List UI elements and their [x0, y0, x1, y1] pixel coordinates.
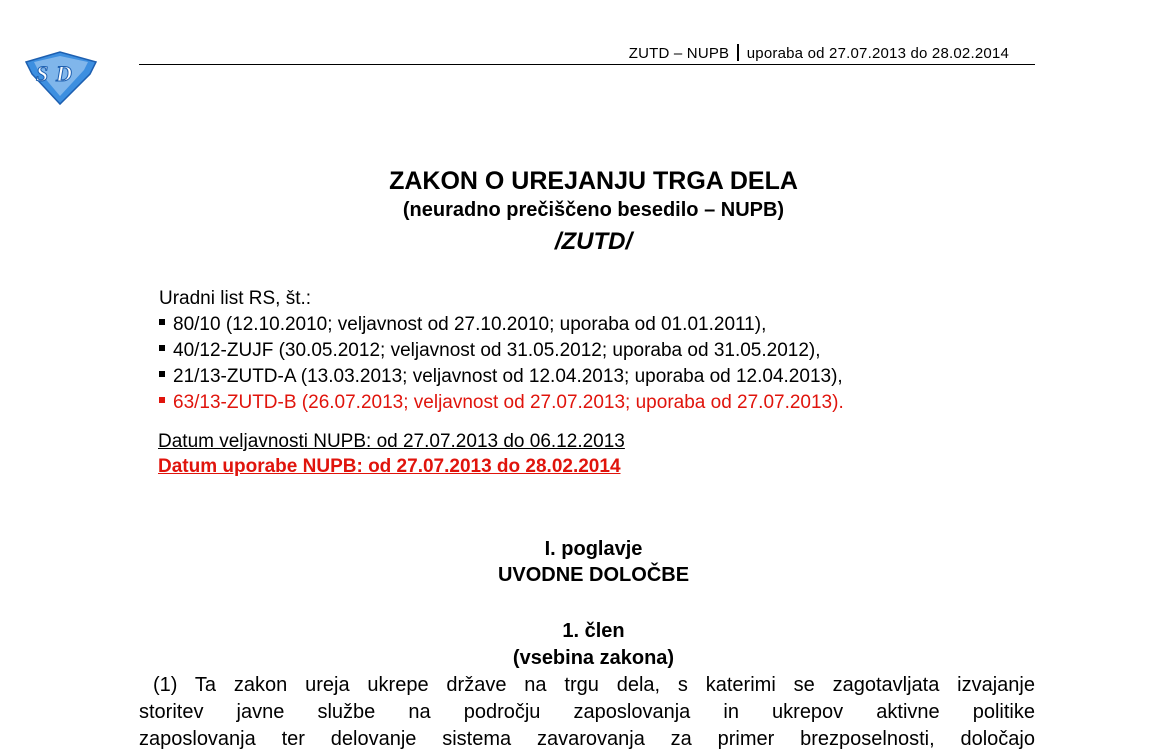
publication-item [159, 365, 844, 391]
bullet-icon [159, 397, 165, 403]
page-header [629, 44, 1009, 62]
document-title: ZAKON O UREJANJU TRGA DELA [389, 167, 798, 195]
validity-date: Datum veljavnosti NUPB: od 27.07.2013 do 06.12.2013 [158, 431, 625, 452]
header-rule [139, 64, 1035, 65]
article-line: zaposlovanja ter delovanje sistema zavarovanja za primer brezposelnosti, določajo [139, 728, 1035, 750]
publication-text: 63/13-ZUTD-B (26.07.2013; veljavnost od 27.07.2013; uporaba od 27.07.2013). [173, 392, 844, 413]
header-usage-period: uporaba od 27.07.2013 do 28.02.2014 [746, 45, 1009, 62]
svg-text:S: S [36, 61, 49, 86]
article-line: storitev javne službe na področju zaposlovanja in ukrepov aktivne politike [139, 701, 1035, 723]
publication-item [159, 339, 844, 365]
bullet-icon [159, 371, 165, 377]
publication-text: 40/12-ZUJF (30.05.2012; veljavnost od 31.05.2012; uporaba od 31.05.2012), [173, 340, 821, 361]
article-line: (1) Ta zakon ureja ukrepe države na trgu dela, s katerimi se zagotavljata izvajanje [153, 674, 1035, 696]
shield-logo-icon [22, 48, 98, 106]
chapter-title: UVODNE DOLOČBE [497, 564, 690, 586]
publication-text: 21/13-ZUTD-A (13.03.2013; veljavnost od 12.04.2013; uporaba od 12.04.2013), [173, 366, 843, 387]
article-number: 1. člen [562, 620, 625, 642]
bullet-icon [159, 345, 165, 351]
header-separator [737, 44, 739, 61]
publication-list [159, 313, 844, 417]
publication-text: 80/10 (12.10.2010; veljavnost od 27.10.2010; uporaba od 01.01.2011), [173, 314, 767, 335]
document-subtitle: (neuradno prečiščeno besedilo – NUPB) [402, 199, 785, 221]
chapter-number: I. poglavje [544, 538, 643, 560]
usage-date: Datum uporabe NUPB: od 27.07.2013 do 28.02.2014 [158, 456, 621, 477]
header-doc-code: ZUTD – NUPB [628, 45, 730, 62]
gazette-label: Uradni list RS, št.: [159, 288, 312, 309]
article-title: (vsebina zakona) [512, 647, 675, 669]
svg-text:D: D [56, 61, 72, 86]
publication-item [159, 313, 844, 339]
publication-item-current [159, 391, 844, 417]
document-abbreviation: /ZUTD/ [554, 228, 633, 255]
bullet-icon [159, 319, 165, 325]
